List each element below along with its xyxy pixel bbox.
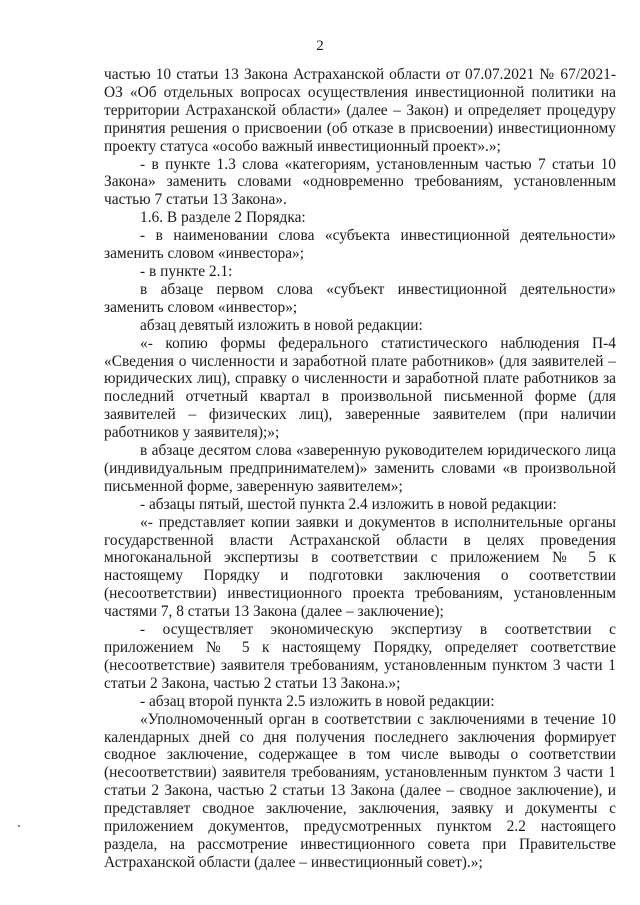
document-body bbox=[104, 66, 616, 872]
paragraph: - абзац второй пункта 2.5 изложить в новой редакции: bbox=[140, 692, 495, 710]
paragraph: - в пункте 2.1: bbox=[140, 262, 233, 280]
scan-artifact bbox=[18, 825, 20, 827]
paragraph: в абзаце десятом слова «заверенную руководителем юридического лица (индивидуальным предпринимателем)» заменить словами «в произвольной письменной форме, заверенную заявителем»; bbox=[104, 442, 616, 495]
paragraph: «- представляет копии заявки и документов в исполнительные органы государственной власти Астраханской области в целях проведения многоканальной экспертизы в соответствии с приложением № 5 к настоящему Порядку и подготовки заключения о соответствии (несоответствии) инвестиционного проекта требованиям, установленным частями 7, 8 статьи 13 Закона (далее – заключение); bbox=[104, 513, 616, 621]
paragraph: - осуществляет экономическую экспертизу в соответствии с приложением № 5 к настоящему Порядку, определяет соответствие (несоответствие) заявителя требованиям, установленным пунктом 3 части 1 статьи 2 Закона, частью 2 статьи 13 Закона.»; bbox=[104, 621, 616, 692]
paragraph: «Уполномоченный орган в соответствии с заключениями в течение 10 календарных дней со дня получения последнего заключения формирует сводное заключение, содержащее в том числе выводы о соответствии (несоответствии) заявителя требованиям, установленным пунктом 3 части 1 статьи 2 Закона, частью 2 статьи 13 Закона (далее – сводное заключение), и представляет сводное заключение, заключения, заявку и документы с приложением документов, предусмотренных пунктом 2.2 настоящего раздела, на рассмотрение инвестиционного совета при Правительстве Астраханской области (далее – инвестиционный совет).»; bbox=[104, 710, 616, 871]
paragraph: абзац девятый изложить в новой редакции: bbox=[140, 316, 423, 334]
paragraph: частью 10 статьи 13 Закона Астраханской области от 07.07.2021 № 67/2021-ОЗ «Об отдельных вопросах осуществления инвестиционной политики на территории Астраханской области» (далее – Закон) и определяет процедуру принятия решения о присвоении (об отказе в присвоении) инвестиционному проекту статуса «особо важный инвестиционный проект».»; bbox=[104, 66, 616, 155]
paragraph: «- копию формы федерального статистического наблюдения П-4 «Сведения о численности и заработной плате работников» (для заявителей – юридических лиц), справку о численности и заработной плате работников за последний отчетный квартал в произвольной письменной форме (для заявителей – физических лиц), заверенные заявителем (при наличии работников у заявителя);»; bbox=[104, 334, 616, 442]
paragraph: - в наименовании слова «субъекта инвестиционной деятельности» заменить словом «инвестора»; bbox=[104, 227, 616, 263]
paragraph: - в пункте 1.3 слова «категориям, установленным частью 7 статьи 10 Закона» заменить словами «одновременно требованиям, установленным частью 7 статьи 13 Закона». bbox=[104, 155, 616, 209]
paragraph: - абзацы пятый, шестой пункта 2.4 изложить в новой редакции: bbox=[140, 495, 557, 513]
page-number: 2 bbox=[316, 38, 324, 54]
paragraph: в абзаце первом слова «субъект инвестиционной деятельности» заменить словом «инвестор»; bbox=[104, 280, 616, 316]
paragraph: 1.6. В разделе 2 Порядка: bbox=[140, 209, 306, 227]
